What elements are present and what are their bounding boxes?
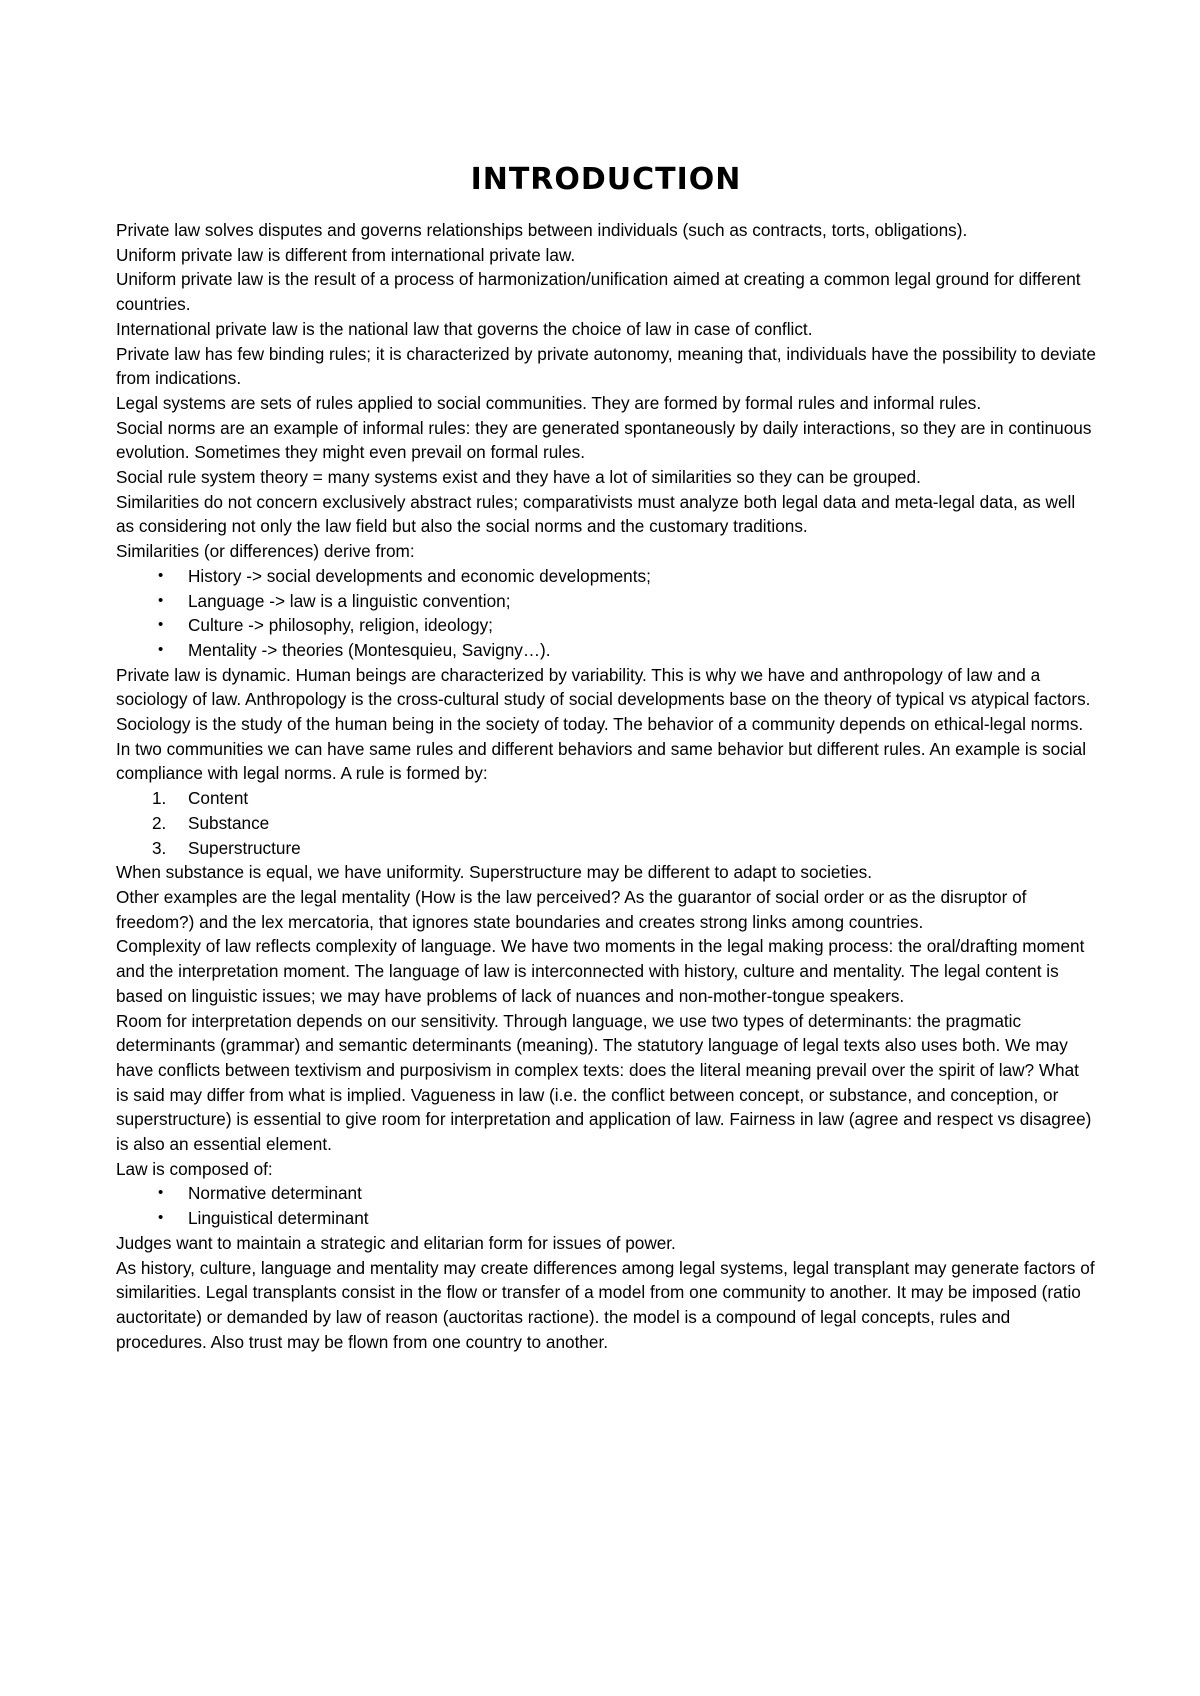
list-number: 1. <box>152 788 167 809</box>
document-title: INTRODUCTION <box>470 162 742 197</box>
list-item-text: Substance <box>188 812 270 833</box>
bullet-list-similarities <box>116 564 1096 663</box>
list-item-text: Mentality -> theories (Montesquieu, Savigny…). <box>188 639 551 660</box>
numbered-list-rule-components <box>116 786 1096 860</box>
list-item <box>116 811 1096 836</box>
paragraph: International private law is the national law that governs the choice of law in case of conflict. <box>116 318 813 339</box>
paragraph: Legal systems are sets of rules applied to social communities. They are formed by formal rules and informal rules. <box>116 392 982 413</box>
paragraph: Similarities do not concern exclusively abstract rules; comparativists must analyze both legal data and meta-legal data, as well as considering not only the law field but also the social norms and the customary traditions. <box>116 491 1076 537</box>
paragraph: Law is composed of: <box>116 1158 273 1179</box>
list-item-text: Linguistical determinant <box>188 1208 369 1229</box>
paragraph: Uniform private law is the result of a process of harmonization/unification aimed at creating a common legal ground for different countries. <box>116 269 1081 315</box>
list-item-text: Content <box>188 788 249 809</box>
list-item <box>116 1206 1096 1231</box>
paragraph: Social rule system theory = many systems exist and they have a lot of similarities so they can be grouped. <box>116 467 921 488</box>
paragraph: Uniform private law is different from international private law. <box>116 244 576 265</box>
list-number: 3. <box>152 837 167 858</box>
paragraph: Room for interpretation depends on our sensitivity. Through language, we use two types of determinants: the pragmatic determinants (grammar) and semantic determinants (meaning). The statutory language of legal texts also uses both. We may have conflicts between textivism and purposivism in complex texts: does the literal meaning prevail over the spirit of law? What is said may differ from what is implied. Vagueness in law (i.e. the conflict between concept, or substance, and conception, or superstructure) is essential to give room for interpretation and application of law. Fairness in law (agree and respect vs disagree) is also an essential element. <box>116 1010 1092 1155</box>
paragraph: Private law has few binding rules; it is characterized by private autonomy, meaning that, individuals have the possibility to deviate from indications. <box>116 343 1096 389</box>
paragraph: Private law is dynamic. Human beings are characterized by variability. This is why we have and anthropology of law and a sociology of law. Anthropology is the cross-cultural study of social developments base on the theory of typical vs atypical factors. Sociology is the study of the human being in the society of today. The behavior of a community depends on ethical-legal norms. In two communities we can have same rules and different behaviors and same behavior but different rules. An example is social compliance with legal norms. A rule is formed by: <box>116 664 1091 784</box>
list-item <box>116 589 1096 614</box>
bullet-list-law-composition <box>116 1181 1096 1230</box>
paragraph: Other examples are the legal mentality (How is the law perceived? As the guarantor of social order or as the disruptor of freedom?) and the lex mercatoria, that ignores state boundaries and creates strong links among countries. <box>116 886 1027 932</box>
list-item-text: Language -> law is a linguistic convention; <box>188 590 511 611</box>
document-body <box>116 218 1096 1354</box>
list-item-text: History -> social developments and economic developments; <box>188 565 651 586</box>
paragraph: Social norms are an example of informal rules: they are generated spontaneously by daily interactions, so they are in continuous evolution. Sometimes they might even prevail on formal rules. <box>116 417 1092 463</box>
list-item <box>116 786 1096 811</box>
list-item <box>116 836 1096 861</box>
paragraph: Complexity of law reflects complexity of language. We have two moments in the legal making process: the oral/drafting moment and the interpretation moment. The language of law is interconnected with history, culture and mentality. The legal content is based on linguistic issues; we may have problems of lack of nuances and non-mother-tongue speakers. <box>116 936 1085 1006</box>
paragraph: Judges want to maintain a strategic and elitarian form for issues of power. <box>116 1232 676 1253</box>
paragraph: Similarities (or differences) derive from: <box>116 541 415 562</box>
paragraph: Private law solves disputes and governs relationships between individuals (such as contracts, torts, obligations). <box>116 220 968 240</box>
list-number: 2. <box>152 812 167 833</box>
list-item-text: Culture -> philosophy, religion, ideology; <box>188 615 493 636</box>
list-item <box>116 564 1096 589</box>
document-page <box>116 160 1096 1354</box>
list-item-text: Normative determinant <box>188 1183 362 1204</box>
list-item-text: Superstructure <box>188 837 301 858</box>
bullet-icon: • <box>158 616 164 634</box>
list-item <box>116 613 1096 638</box>
bullet-icon: • <box>158 1209 164 1227</box>
bullet-icon: • <box>158 1184 164 1202</box>
paragraph: When substance is equal, we have uniformity. Superstructure may be different to adapt to societies. <box>116 862 873 883</box>
list-item <box>116 1181 1096 1206</box>
paragraph: As history, culture, language and mentality may create differences among legal systems, legal transplant may generate factors of similarities. Legal transplants consist in the flow or transfer of a model from one community to another. It may be imposed (ratio auctoritate) or demanded by law of reason (auctoritas ractione). the model is a compound of legal concepts, rules and procedures. Also trust may be flown from one country to another. <box>116 1257 1095 1352</box>
bullet-icon: • <box>158 640 164 658</box>
bullet-icon: • <box>158 566 164 584</box>
bullet-icon: • <box>158 591 164 609</box>
list-item <box>116 638 1096 663</box>
